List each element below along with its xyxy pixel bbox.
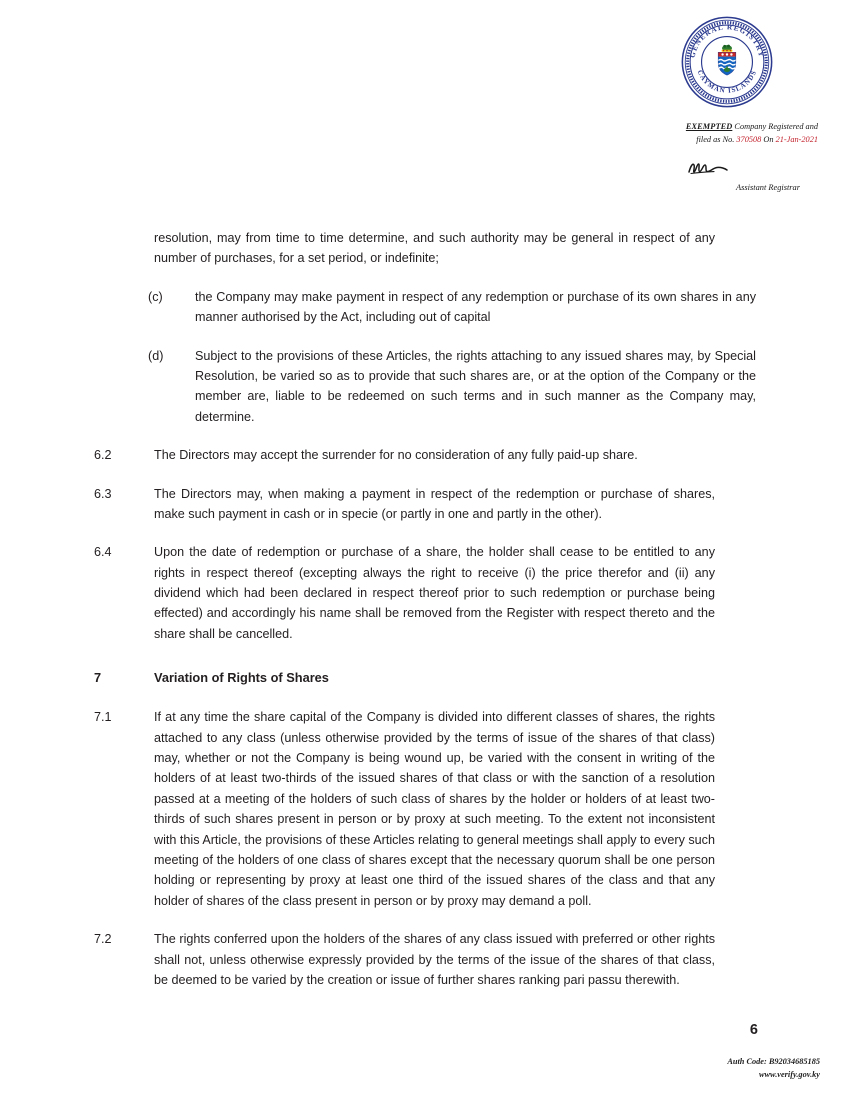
exempted-label: EXEMPTED <box>685 122 733 131</box>
clause-text: Subject to the provisions of these Articles, the rights attaching to any issued shares may, by Special Resolution, be varied so as to provide that such shares are, or at the option of the Company or the member are, liable to be redeemed on such terms and in such manner as the Company may, determine. <box>195 348 756 424</box>
signature-wrap <box>628 159 818 181</box>
clause-text: The Directors may accept the surrender for no consideration of any fully paid-up share. <box>154 448 638 463</box>
verify-url: www.verify.gov.ky <box>758 1070 820 1080</box>
filed-on-label: On <box>763 135 774 145</box>
registration-line-1 <box>628 120 818 133</box>
auth-block <box>727 1056 820 1082</box>
svg-text:GENERAL REGISTRY: GENERAL REGISTRY <box>688 23 766 59</box>
clause-letter: (c) <box>148 289 163 304</box>
clause-row <box>0 346 850 428</box>
clause-number: 7.2 <box>94 932 112 947</box>
section-heading <box>0 670 850 685</box>
clauses-after-heading <box>0 707 850 990</box>
registry-seal-wrap <box>628 14 818 110</box>
svg-text:CAYMAN ISLANDS: CAYMAN ISLANDS <box>695 69 759 95</box>
clause-row <box>0 542 850 644</box>
clauses-before-heading <box>0 228 850 644</box>
clause-row <box>0 228 850 269</box>
clause-number: 6.2 <box>94 448 112 463</box>
clause-row <box>0 287 850 328</box>
page-number: 6 <box>749 1022 758 1038</box>
general-registry-seal-icon <box>678 14 776 115</box>
registration-line-2 <box>628 133 818 146</box>
clause-row <box>0 484 850 525</box>
registrar-signature-icon <box>686 159 730 184</box>
clause-number: 6.3 <box>94 486 112 501</box>
assistant-registrar-label: Assistant Registrar <box>736 182 800 192</box>
clause-text: Upon the date of redemption or purchase of a share, the holder shall cease to be entitled to any rights in respect thereof (excepting always the right to receive (i) the price therefor and (ii) any dividend which had been declared in respect thereof prior to such redemption or purchase being effected) and accordingly his name shall be removed from the Register with respect thereto and the share shall be cancelled. <box>154 545 715 641</box>
clause-row <box>0 929 850 990</box>
clause-number: 7.1 <box>94 710 112 725</box>
filed-date: 21-Jan-2021 <box>775 135 818 145</box>
clause-row <box>0 707 850 911</box>
clause-number: 6.4 <box>94 545 112 560</box>
clause-text: resolution, may from time to time determine, and such authority may be general in respect of any number of purchases, for a set period, or indefinite; <box>154 231 715 266</box>
clause-text: The rights conferred upon the holders of the shares of any class issued with preferred or other rights shall not, unless otherwise expressly provided by the terms of the issue of the shares of that class, be deemed to be varied by the creation or issue of further shares ranking pari passu therewith. <box>154 932 715 987</box>
filed-number: 370508 <box>736 135 762 145</box>
clause-text: the Company may make payment in respect of any redemption or purchase of its own shares in any manner authorised by the Act, including out of capital <box>195 289 756 325</box>
clause-text: The Directors may, when making a payment in respect of the redemption or purchase of shares, make such payment in cash or in specie (or partly in one and partly in the other). <box>154 486 715 521</box>
auth-code: Auth Code: B92034685185 <box>727 1057 820 1067</box>
registry-stamp-block <box>628 14 818 192</box>
filed-prefix: filed as No. <box>696 135 735 145</box>
section-heading-number: 7 <box>94 670 102 686</box>
clause-letter: (d) <box>148 348 164 363</box>
clause-row <box>0 445 850 465</box>
section-heading-title: Variation of Rights of Shares <box>154 670 329 686</box>
registered-text: Company Registered and <box>734 122 818 131</box>
clause-text: If at any time the share capital of the Company is divided into different classes of shares, the rights attached to any class (unless otherwise provided by the terms of issue of the shares of that class) may, whether or not the Company is being wound up, be varied with the consent in writing of the holders of at least two-thirds of the issued shares of that class or with the sanction of a resolution passed at a meeting of the holders of such class of shares by the holder or holders of at least two-thirds of such shares present in person or by proxy at such meeting. To the extent not inconsistent with this Article, the provisions of these Articles relating to general meetings shall apply to every such meeting of the holders of one class of shares except that the necessary quorum shall be one person holding or representing by proxy at least one third of the issued shares of the class and that any holder of shares of the class present in person or by proxy may demand a poll. <box>154 710 715 908</box>
document-body <box>0 228 850 1008</box>
